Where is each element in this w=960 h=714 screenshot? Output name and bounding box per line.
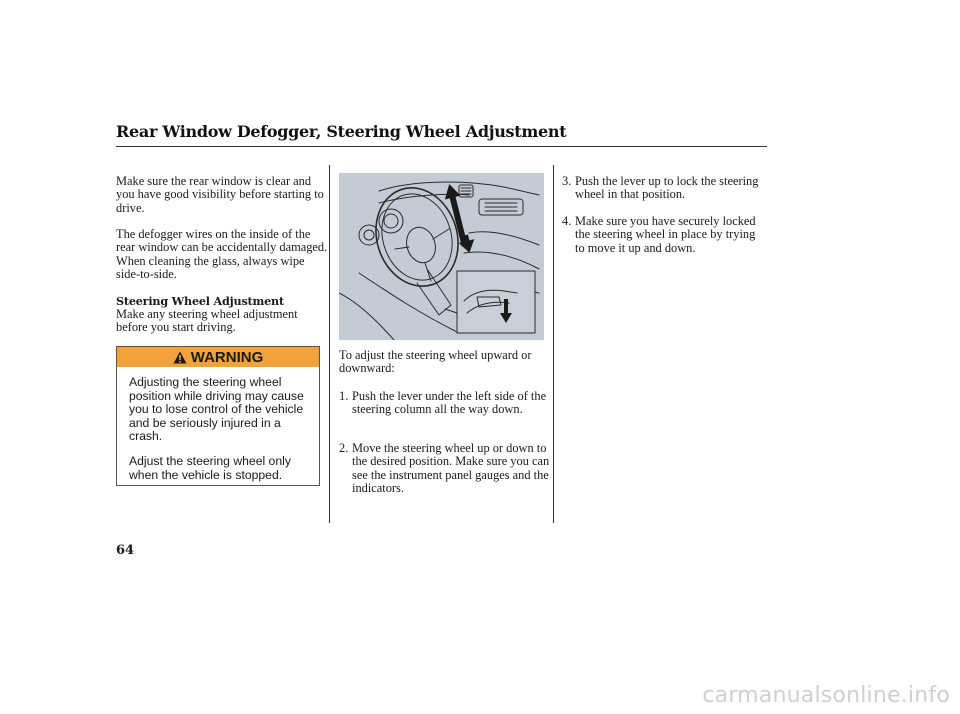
step-item-2 bbox=[339, 442, 559, 496]
step-item-1 bbox=[339, 390, 559, 417]
step-number: 2. bbox=[339, 441, 349, 455]
warning-box bbox=[116, 346, 320, 486]
warning-text-lose-control: Adjusting the steering wheel position while driving may cause you to lose control of the vehicle and be seriously injured in a crash. bbox=[129, 375, 304, 444]
warning-label: WARNING bbox=[190, 348, 264, 366]
defogger-para-wires: The defogger wires on the inside of the rear window can be accidentally damaged. When cleaning the glass, always wipe side-to-side. bbox=[116, 227, 328, 282]
step-text: Push the lever up to lock the steering wheel in that position. bbox=[575, 174, 759, 202]
watermark: carmanualsonline.info bbox=[702, 683, 950, 708]
step-number: 4. bbox=[562, 214, 572, 228]
page-number: 64 bbox=[116, 543, 135, 558]
step-text: Push the lever under the left side of the steering column all the way down. bbox=[352, 389, 547, 417]
steering-subheading: Steering Wheel Adjustment bbox=[116, 294, 284, 308]
column-divider-left bbox=[329, 165, 330, 523]
title-divider bbox=[116, 146, 767, 147]
steering-intro-para: Make any steering wheel adjustment before you start driving. bbox=[116, 307, 298, 335]
steering-adjustment-drawing bbox=[339, 173, 544, 340]
step-number: 1. bbox=[339, 389, 349, 403]
defogger-para-visibility: Make sure the rear window is clear and you have good visibility before starting to drive. bbox=[116, 174, 324, 215]
warning-header bbox=[117, 347, 319, 367]
step-item-3 bbox=[562, 175, 767, 202]
page-title: Rear Window Defogger, Steering Wheel Adjustment bbox=[116, 122, 567, 141]
step-text: Make sure you have securely locked the steering wheel in place by trying to move it up and down. bbox=[575, 214, 756, 255]
step-text: Move the steering wheel up or down to the desired position. Make sure you can see the instrument panel gauges and the indicators. bbox=[352, 441, 550, 496]
steering-wheel-illustration bbox=[339, 173, 544, 340]
step-item-4 bbox=[562, 215, 767, 255]
step-number: 3. bbox=[562, 174, 572, 188]
warning-text-stopped: Adjust the steering wheel only when the vehicle is stopped. bbox=[129, 453, 291, 482]
adjust-intro-text: To adjust the steering wheel upward or downward: bbox=[339, 348, 532, 376]
warning-triangle-icon bbox=[173, 351, 187, 364]
